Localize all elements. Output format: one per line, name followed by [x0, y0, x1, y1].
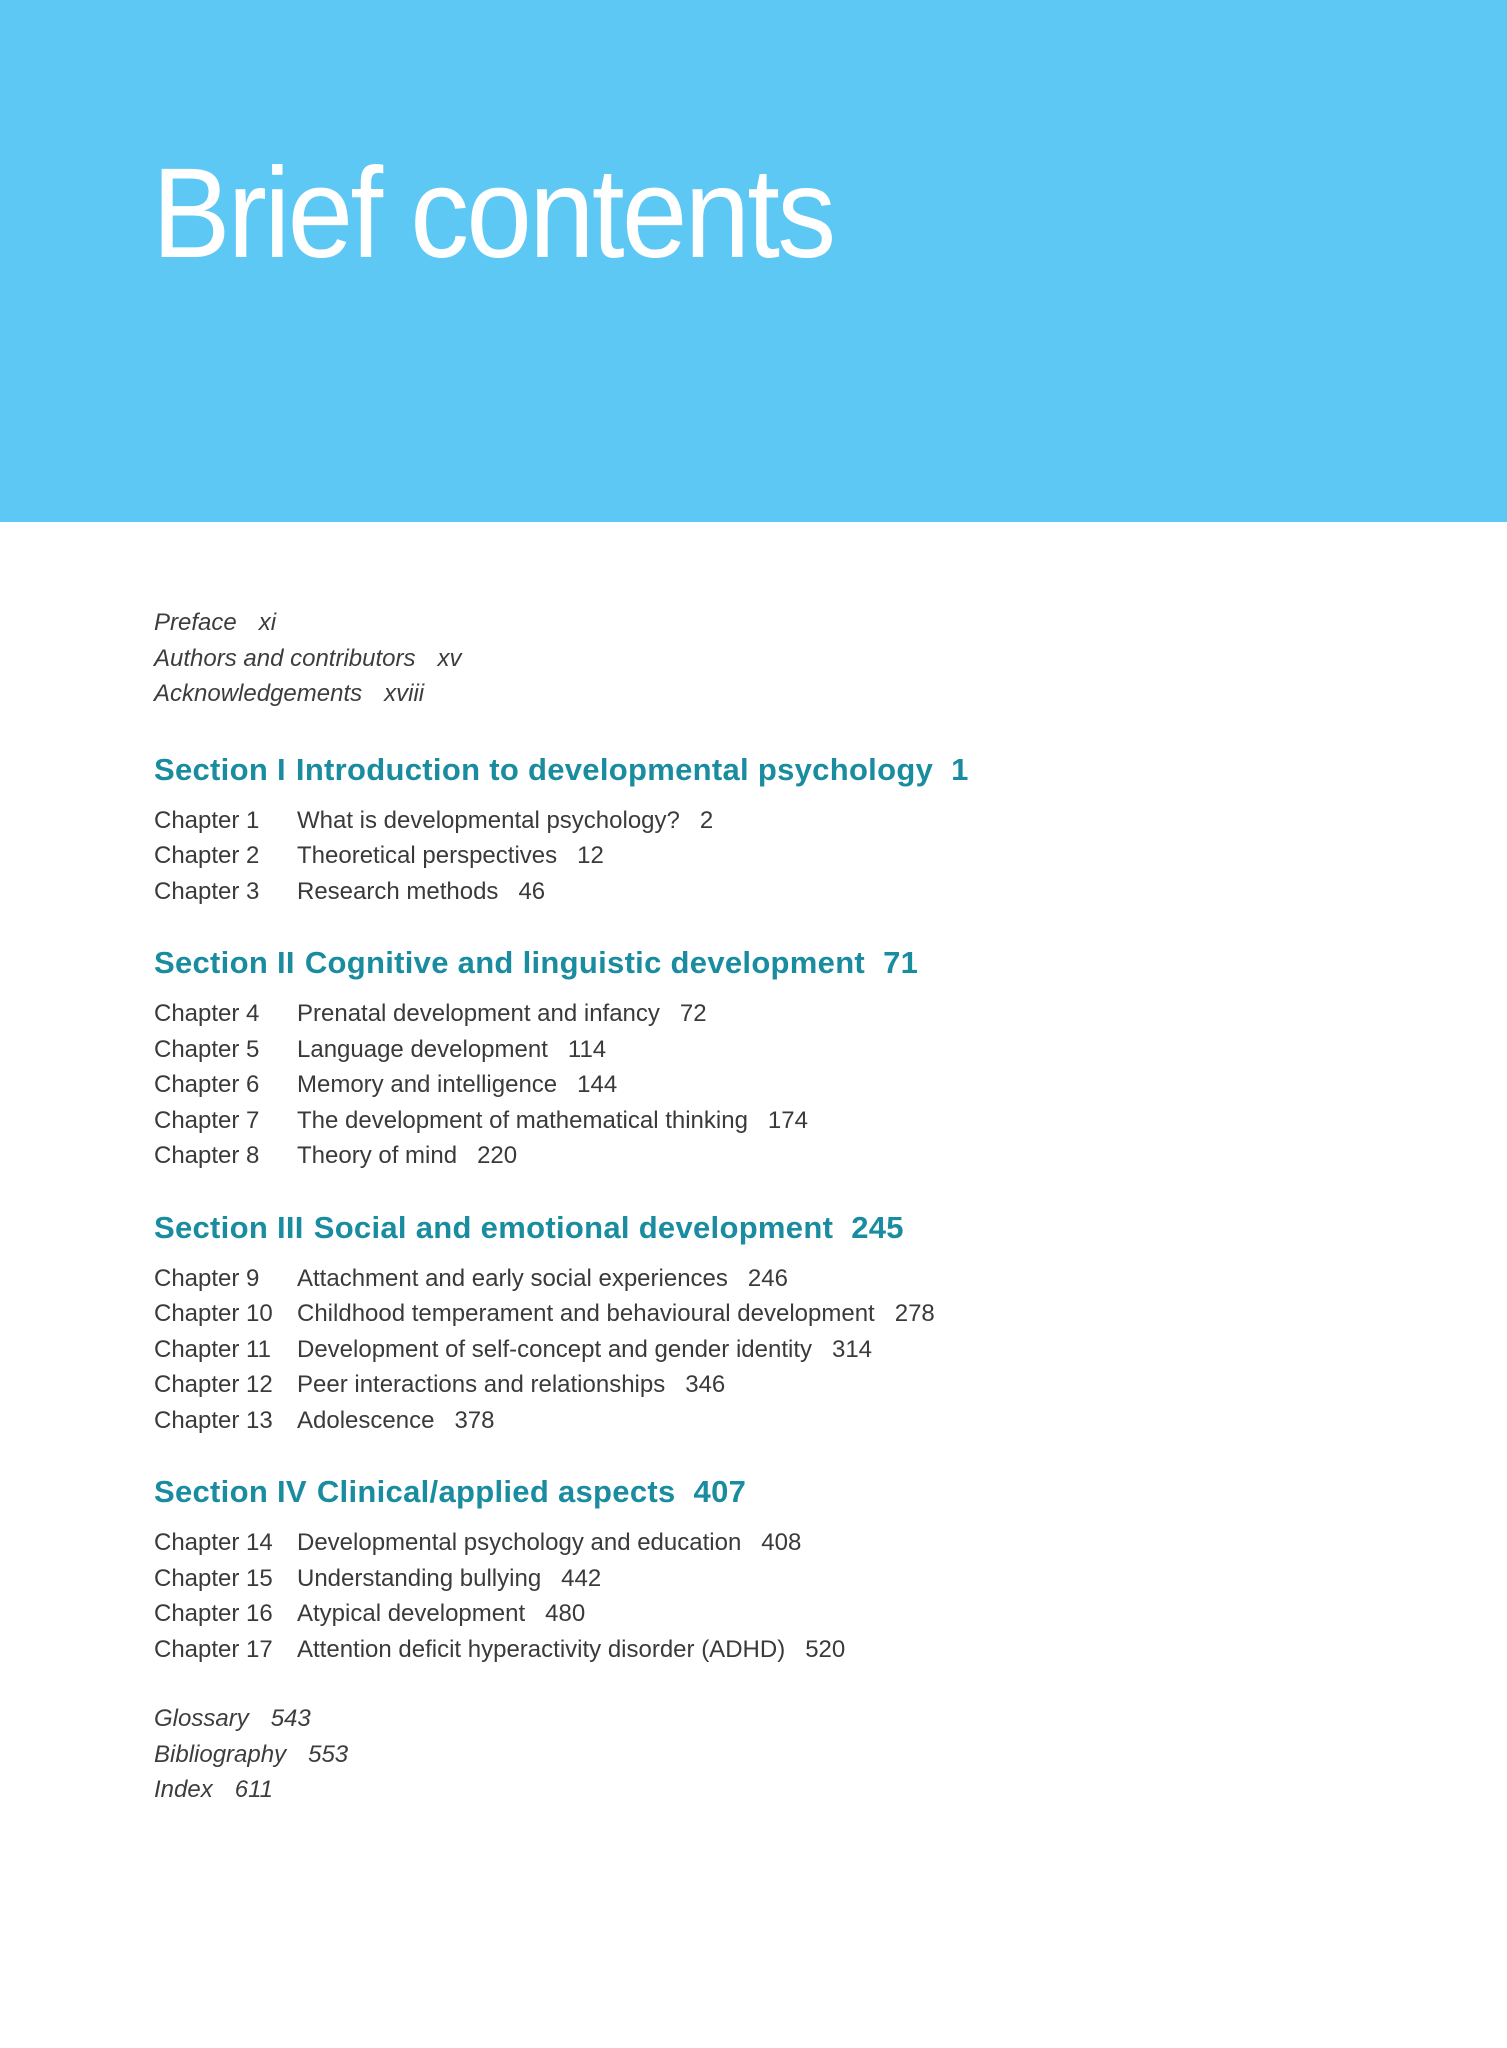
- section-page: 245: [851, 1209, 904, 1245]
- chapter-page: 480: [545, 1600, 586, 1627]
- entry-label: Glossary: [154, 1705, 249, 1732]
- entry-label: Preface: [154, 609, 237, 636]
- chapter-item[interactable]: [154, 1032, 1354, 1068]
- chapter-list: [154, 996, 1354, 1174]
- chapter-item[interactable]: [154, 1525, 1354, 1561]
- chapter-title: Memory and intelligence: [297, 1071, 558, 1098]
- entry-label: Index: [154, 1776, 213, 1803]
- chapter-label: Chapter 8: [154, 1142, 260, 1169]
- chapter-page: 144: [577, 1071, 618, 1098]
- chapter-title: Developmental psychology and education: [297, 1529, 742, 1556]
- chapter-label: Chapter 2: [154, 842, 260, 869]
- back-matter-list: [154, 1701, 1354, 1808]
- chapter-item[interactable]: [154, 1561, 1354, 1597]
- section-number: Section II: [154, 945, 295, 980]
- chapter-label: Chapter 3: [154, 877, 260, 905]
- chapter-label: Chapter 7: [154, 1106, 260, 1134]
- chapter-page: 408: [761, 1529, 802, 1556]
- section-2: [154, 947, 1354, 1174]
- chapter-item[interactable]: [154, 874, 1354, 910]
- front-matter-item[interactable]: [154, 641, 1354, 677]
- chapter-item[interactable]: [154, 838, 1354, 874]
- section-3: [154, 1209, 1354, 1439]
- entry-page: xi: [258, 609, 277, 636]
- chapter-label: Chapter 9: [154, 1264, 260, 1292]
- chapter-title: Theory of mind: [297, 1142, 458, 1169]
- front-matter-item[interactable]: [154, 676, 1354, 712]
- chapter-label: Chapter 10: [154, 1300, 273, 1327]
- section-number: Section I: [154, 751, 286, 787]
- chapter-list: [154, 803, 1354, 910]
- chapter-title: Atypical development: [297, 1600, 526, 1627]
- chapter-title: What is developmental psychology?: [297, 806, 680, 834]
- section-heading[interactable]: [154, 1476, 1354, 1507]
- chapter-page: 378: [454, 1406, 495, 1434]
- chapter-page: 442: [561, 1564, 602, 1592]
- section-title: Social and emotional development: [313, 1209, 834, 1245]
- section-number: Section III: [154, 1209, 304, 1245]
- chapter-page: 314: [831, 1335, 873, 1363]
- chapter-title: Language development: [297, 1035, 548, 1063]
- chapter-item[interactable]: [154, 1261, 1354, 1297]
- chapter-item[interactable]: [154, 803, 1354, 839]
- section-heading[interactable]: [154, 751, 1354, 787]
- chapter-item[interactable]: [154, 1403, 1354, 1439]
- chapter-list: [154, 1261, 1354, 1439]
- title-banner: [0, 0, 1507, 522]
- chapter-label: Chapter 5: [154, 1035, 260, 1063]
- chapter-item[interactable]: [154, 996, 1354, 1032]
- section-page: 71: [883, 945, 919, 980]
- chapter-item[interactable]: [154, 1067, 1354, 1103]
- chapter-page: 220: [477, 1142, 518, 1169]
- section-4: [154, 1476, 1354, 1667]
- chapter-title: Attachment and early social experiences: [297, 1264, 728, 1292]
- entry-page: xv: [437, 644, 462, 672]
- chapter-title: Understanding bullying: [297, 1564, 542, 1592]
- chapter-page: 246: [747, 1264, 788, 1292]
- chapter-label: Chapter 17: [154, 1635, 273, 1663]
- table-of-contents: [154, 605, 1354, 1808]
- section-page: 407: [693, 1474, 747, 1509]
- chapter-page: 12: [577, 842, 604, 869]
- back-matter-item[interactable]: [154, 1701, 1354, 1737]
- entry-label: Bibliography: [154, 1740, 287, 1768]
- chapter-page: 72: [679, 1000, 707, 1027]
- page-title: Brief contents: [152, 142, 834, 285]
- section-page: 1: [951, 751, 969, 787]
- chapter-label: Chapter 13: [154, 1406, 273, 1434]
- chapter-label: Chapter 14: [154, 1529, 273, 1556]
- chapter-page: 520: [805, 1635, 846, 1663]
- chapter-page: 346: [685, 1371, 726, 1398]
- chapter-item[interactable]: [154, 1296, 1354, 1332]
- section-number: Section IV: [154, 1474, 307, 1509]
- section-title: Introduction to developmental psychology: [295, 751, 934, 787]
- entry-page: xviii: [384, 680, 425, 707]
- entry-page: 543: [270, 1705, 311, 1732]
- back-matter-item[interactable]: [154, 1772, 1354, 1808]
- chapter-label: Chapter 1: [154, 806, 260, 834]
- chapter-title: Peer interactions and relationships: [297, 1371, 666, 1398]
- chapter-page: 278: [894, 1300, 935, 1327]
- chapter-label: Chapter 6: [154, 1071, 260, 1098]
- front-matter-item[interactable]: [154, 605, 1354, 641]
- section-title: Cognitive and linguistic development: [304, 945, 866, 980]
- front-matter-list: [154, 605, 1354, 712]
- chapter-label: Chapter 12: [154, 1371, 273, 1398]
- chapter-title: Research methods: [297, 877, 499, 905]
- chapter-item[interactable]: [154, 1367, 1354, 1403]
- chapter-page: 114: [567, 1035, 607, 1063]
- chapter-label: Chapter 16: [154, 1600, 273, 1627]
- chapter-item[interactable]: [154, 1103, 1354, 1139]
- chapter-list: [154, 1525, 1354, 1667]
- entry-label: Authors and contributors: [154, 644, 416, 672]
- back-matter-item[interactable]: [154, 1737, 1354, 1773]
- chapter-label: Chapter 4: [154, 1000, 260, 1027]
- section-1: [154, 751, 1354, 910]
- chapter-page: 174: [767, 1106, 808, 1134]
- chapter-title: Childhood temperament and behavioural development: [297, 1300, 875, 1327]
- section-title: Clinical/applied aspects: [316, 1474, 676, 1509]
- section-heading[interactable]: [154, 947, 1354, 978]
- chapter-page: 2: [699, 806, 714, 834]
- chapter-item[interactable]: [154, 1138, 1354, 1174]
- chapter-title: The development of mathematical thinking: [297, 1106, 748, 1134]
- chapter-title: Development of self-concept and gender identity: [297, 1335, 812, 1363]
- entry-label: Acknowledgements: [154, 680, 363, 707]
- chapter-label: Chapter 15: [154, 1564, 273, 1592]
- chapter-title: Theoretical perspectives: [297, 842, 558, 869]
- entry-page: 611: [234, 1776, 273, 1803]
- chapter-title: Prenatal development and infancy: [297, 1000, 660, 1027]
- entry-page: 553: [308, 1740, 349, 1768]
- chapter-page: 46: [518, 877, 546, 905]
- chapter-label: Chapter 11: [154, 1335, 271, 1363]
- chapter-item[interactable]: [154, 1332, 1354, 1368]
- chapter-item[interactable]: [154, 1632, 1354, 1668]
- chapter-title: Attention deficit hyperactivity disorder (ADHD): [297, 1635, 786, 1663]
- chapter-item[interactable]: [154, 1596, 1354, 1632]
- section-heading[interactable]: [154, 1209, 1354, 1245]
- chapter-title: Adolescence: [297, 1406, 435, 1434]
